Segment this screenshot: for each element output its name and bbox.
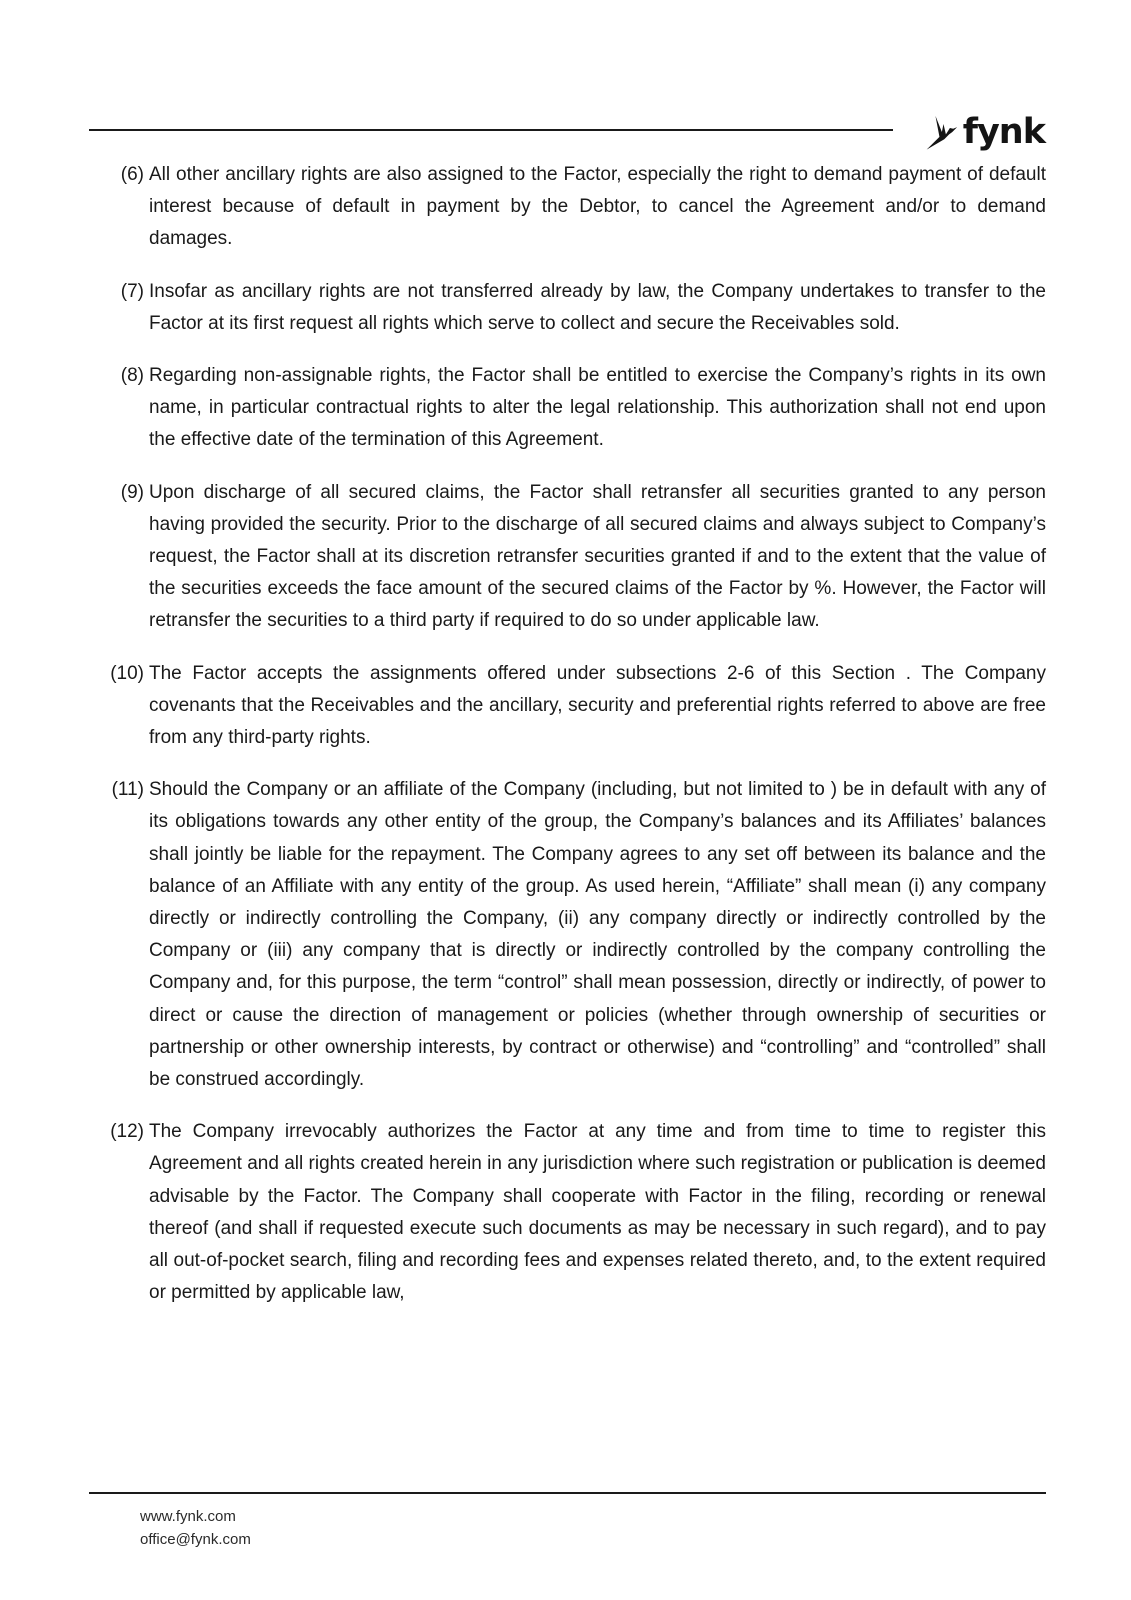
clause-number: (10) bbox=[110, 662, 144, 684]
clause-text: Insofar as ancillary rights are not transferred already by law, the Company undertakes to transfer to the Factor at its first request all rights which serve to collect and secure the Receivables sold. bbox=[149, 280, 1046, 334]
fynk-logo bbox=[925, 104, 1045, 160]
clause-8 bbox=[104, 360, 1046, 457]
clause-11 bbox=[104, 774, 1046, 1096]
clause-number: (9) bbox=[120, 481, 144, 503]
footer-divider bbox=[89, 1492, 1046, 1494]
clause-text: Should the Company or an affiliate of the Company (including, but not limited to ) be in default with any of its obligations towards any other entity of the group, the Company’s balances and its Affiliates’ balances shall jointly be liable for the repayment. The Company agrees to any set off between its balance and the balance of an Affiliate with any entity of the group. As used herein, “Affiliate” shall mean (i) any company directly or indirectly controlling the Company, (ii) any company directly or indirectly controlled by the Company or (iii) any company that is directly or indirectly controlled by the company controlling the Company and, for this purpose, the term “control” shall mean possession, directly or indirectly, of power to direct or cause the direction of management or policies (whether through ownership of securities or partnership or other ownership interests, by contract or otherwise) and “controlling” and “controlled” shall be construed accordingly. bbox=[149, 779, 1046, 1091]
footer bbox=[140, 1505, 251, 1551]
clause-number: (7) bbox=[120, 280, 144, 302]
clause-6 bbox=[104, 159, 1046, 256]
clause-number: (6) bbox=[120, 164, 144, 185]
clause-10 bbox=[104, 658, 1046, 755]
clause-text: Upon discharge of all secured claims, the Factor shall retransfer all securities granted to any person having provided the security. Prior to the discharge of all secured claims and always subject to Company’s request, the Factor shall at its discretion retransfer securities granted if and to the extent that the value of the securities exceeds the face amount of the secured claims of the Factor by %. However, the Factor will retransfer the securities to a third party if required to do so under applicable law. bbox=[149, 481, 1046, 632]
clause-12 bbox=[104, 1116, 1046, 1309]
clause-9 bbox=[104, 477, 1046, 638]
bird-logo-icon bbox=[925, 108, 959, 156]
clause-number: (8) bbox=[120, 365, 144, 387]
header-divider bbox=[89, 129, 893, 131]
clause-text: The Company irrevocably authorizes the Factor at any time and from time to time to register this Agreement and all rights created herein in any jurisdiction where such registration or publication is deemed advisable by the Factor. The Company shall cooperate with Factor in the filing, recording or renewal thereof (and shall if requested execute such documents as may be necessary in such regard), and to pay all out-of-pocket search, filing and recording fees and expenses related thereto, and, to the extent required or permitted by applicable law, bbox=[149, 1121, 1046, 1304]
clause-text: The Factor accepts the assignments offered under subsections 2-6 of this Section . The Company covenants that the Receivables and the ancillary, security and preferential rights referred to above are free from any third-party rights. bbox=[149, 662, 1046, 749]
document-body bbox=[104, 159, 1046, 1330]
footer-email: office@fynk.com bbox=[140, 1531, 251, 1548]
clause-text: Regarding non-assignable rights, the Factor shall be entitled to exercise the Company’s rights in its own name, in particular contractual rights to alter the legal relationship. This authorization shall not end upon the effective date of the termination of this Agreement. bbox=[149, 365, 1046, 451]
footer-website: www.fynk.com bbox=[140, 1508, 236, 1525]
clause-number: (12) bbox=[110, 1121, 144, 1143]
logo-wordmark: fynk bbox=[962, 111, 1045, 152]
clause-text: All other ancillary rights are also assigned to the Factor, especially the right to demand payment of default interest because of default in payment by the Debtor, to cancel the Agreement and/or to demand damages. bbox=[149, 164, 1046, 250]
clause-number: (11) bbox=[111, 779, 144, 801]
clause-7 bbox=[104, 276, 1046, 340]
